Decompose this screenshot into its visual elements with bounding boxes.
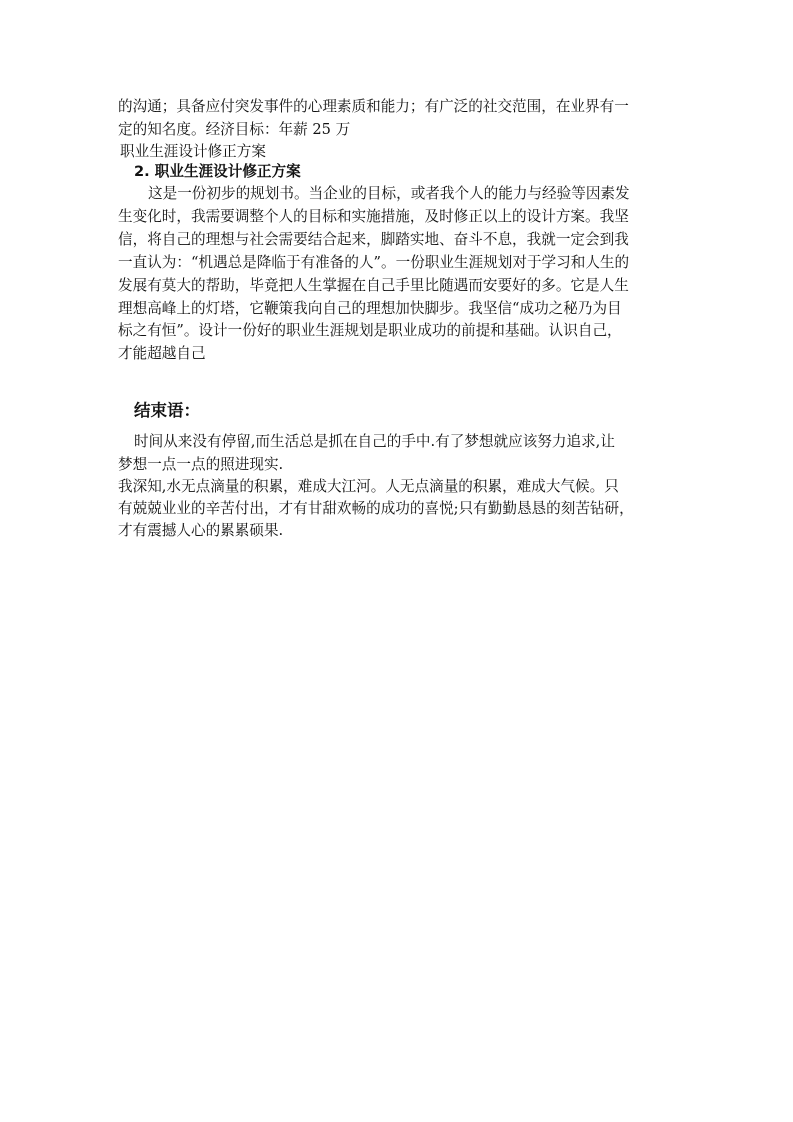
closing-line: 有兢兢业业的辛苦付出，才有甘甜欢畅的成功的喜悦;只有勤勤恳恳的刻苦钻研，: [118, 500, 634, 517]
closing-line: 才有震撼人心的累累硕果.: [118, 522, 284, 539]
body-text-line: 的沟通；具备应付突发事件的心理素质和能力；有广泛的社交范围，在业界有一: [118, 98, 629, 115]
closing-line: 时间从来没有停留,而生活总是抓在自己的手中.有了梦想就应该努力追求,让: [134, 433, 615, 450]
paragraph-line: 一直认为：“机遇总是降临于有准备的人”。一份职业生涯规划对于学习和人生的: [118, 254, 630, 271]
closing-line: 梦想一点一点的照进现实.: [118, 456, 284, 473]
paragraph-line: 发展有莫大的帮助，毕竟把人生掌握在自己手里比随遇而安要好的多。它是人生: [118, 277, 629, 294]
paragraph-line: 理想高峰上的灯塔，它鞭策我向自己的理想加快脚步。我坚信“成功之秘乃为目: [118, 300, 622, 317]
paragraph-line: 信，将自己的理想与社会需要结合起来，脚踏实地、奋斗不息，我就一定会到我: [118, 231, 629, 248]
body-text-line: 定的知名度。经济目标：年薪 25 万: [118, 121, 351, 138]
closing-line: 我深知,水无点滴量的积累，难成大江河。人无点滴量的积累，难成大气候。只: [118, 478, 619, 495]
subsection-label: 职业生涯设计修正方案: [120, 143, 266, 160]
paragraph-line: 这是一份初步的规划书。当企业的目标，或者我个人的能力与经验等因素发: [148, 185, 630, 202]
paragraph-line: 生变化时，我需要调整个人的目标和实施措施，及时修正以上的设计方案。我坚: [118, 208, 629, 225]
paragraph-line: 才能超越自己: [118, 345, 206, 362]
paragraph-line: 标之有恒”。设计一份好的职业生涯规划是职业成功的前提和基础。认识自己，: [118, 322, 622, 339]
section-heading: 2. 职业生涯设计修正方案: [134, 163, 301, 180]
closing-title: 结束语：: [134, 401, 200, 420]
